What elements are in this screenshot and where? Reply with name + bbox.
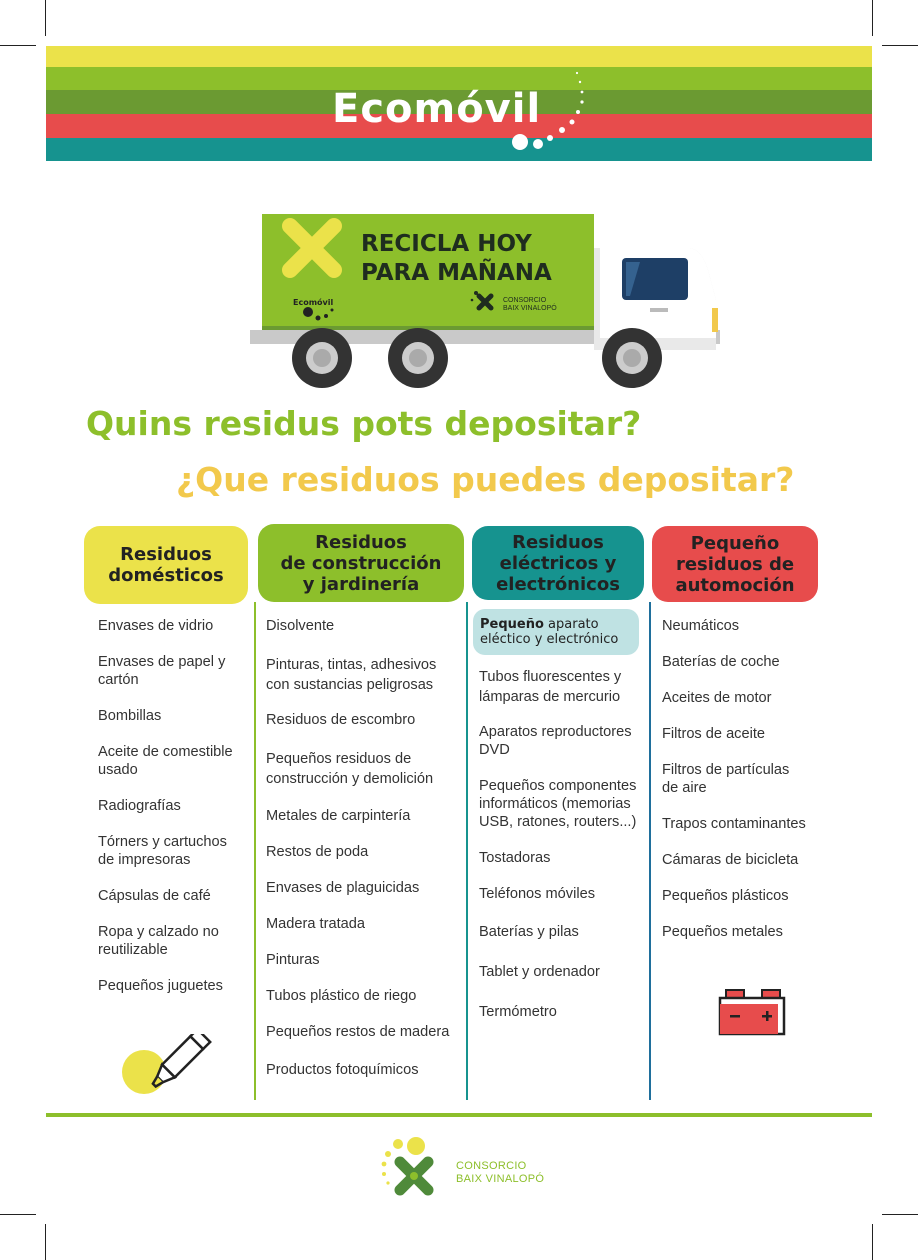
highlighter-icon	[120, 1034, 216, 1098]
list-item: Tablet y ordenador	[479, 964, 600, 980]
consortium-logo-icon	[376, 1134, 446, 1198]
list-item: Envases de vidrio	[98, 618, 214, 634]
list-item: Tórners y cartuchos de impresoras	[98, 834, 227, 868]
brand-logo: Ecomóvil	[332, 86, 542, 132]
crop-mark	[872, 0, 873, 36]
truck-slogan	[361, 230, 552, 288]
crop-mark	[882, 45, 918, 46]
list-item: Tubos fluorescentes y lámparas de mercurio	[479, 669, 622, 705]
list-item: Residuos de escombro	[266, 712, 416, 728]
truck-consortium-logo	[503, 297, 557, 313]
list-item: Envases de plaguicidas	[266, 880, 420, 896]
list-item: Envases de papel y cartón	[98, 654, 226, 688]
list-item: Pequeños juguetes	[98, 978, 223, 994]
header-automotive: Pequeño residuos de automoción	[652, 526, 818, 602]
crop-mark	[45, 1224, 46, 1260]
crop-mark	[0, 1214, 36, 1215]
list-item: Aparatos reproductores DVD	[479, 724, 632, 758]
stripe-teal	[46, 138, 872, 161]
list-item: Disolvente	[266, 618, 335, 634]
truck-slogan-line1: RECICLA HOY	[361, 231, 532, 257]
list-item: Pinturas, tintas, adhesivos con sustancias peligrosas	[266, 657, 437, 693]
divider-blue	[649, 602, 651, 1100]
highlight-rest: aparato	[543, 617, 599, 632]
list-item: Radiografías	[98, 798, 181, 814]
title-spanish: ¿Que residuos puedes depositar?	[176, 460, 795, 499]
crop-mark	[0, 45, 36, 46]
list-item: Madera tratada	[266, 916, 365, 932]
list-item: Metales de carpintería	[266, 808, 411, 824]
footer-divider	[46, 1113, 872, 1117]
battery-icon	[716, 988, 788, 1038]
list-item: Pinturas	[266, 952, 320, 968]
divider-teal	[466, 602, 468, 1100]
truck-consortium-line1: CONSORCIO	[503, 297, 547, 304]
list-item: Restos de poda	[266, 844, 369, 860]
list-item: Aceites de motor	[662, 690, 772, 706]
list-item: Aceite de comestible usado	[98, 744, 233, 778]
list-item: Pequeños residuos de construcción y demolición	[266, 751, 434, 787]
list-item: Pequeños restos de madera	[266, 1024, 450, 1040]
header-construction: Residuos de construcción y jardinería	[258, 524, 464, 602]
crop-mark	[872, 1224, 873, 1260]
title-valencian: Quins residus pots depositar?	[86, 404, 642, 443]
crop-mark	[882, 1214, 918, 1215]
list-item: Tostadoras	[479, 850, 551, 866]
crop-mark	[45, 0, 46, 36]
divider-green	[254, 602, 256, 1100]
truck-slogan-line2: PARA MAÑANA	[361, 260, 552, 286]
footer-line1: CONSORCIO	[456, 1160, 527, 1172]
list-item: Productos fotoquímicos	[266, 1062, 419, 1078]
list-item: Tubos plástico de riego	[266, 988, 417, 1004]
footer-consortium-name	[456, 1160, 544, 1186]
list-item: Filtros de partículas de aire	[662, 762, 790, 796]
highlight-line2: eléctico y electrónico	[480, 632, 619, 647]
header-domestic: Residuos domésticos	[84, 526, 248, 604]
list-item: Cápsulas de café	[98, 888, 211, 904]
stripe-yellow	[46, 46, 872, 67]
list-item: Pequeños plásticos	[662, 888, 789, 904]
list-item: Filtros de aceite	[662, 726, 766, 742]
list-item: Bombillas	[98, 708, 162, 724]
list-item: Teléfonos móviles	[479, 886, 595, 902]
footer-line2: BAIX VINALOPÓ	[456, 1173, 545, 1185]
list-item: Pequeños componentes informáticos (memorias USB, ratones, routers...)	[479, 778, 637, 830]
truck-ecomovil-logo: Ecomóvil	[293, 298, 334, 307]
logo-dots-icon	[500, 66, 600, 156]
list-item: Neumáticos	[662, 618, 740, 634]
list-item: Baterías de coche	[662, 654, 780, 670]
highlight-bold: Pequeño	[480, 617, 544, 632]
list-item: Baterías y pilas	[479, 924, 579, 940]
header-electronic: Residuos eléctricos y electrónicos	[472, 526, 644, 600]
list-item: Pequeños metales	[662, 924, 783, 940]
list-item: Termómetro	[479, 1004, 557, 1020]
highlight-text	[480, 617, 618, 647]
list-item: Ropa y calzado no reutilizable	[98, 924, 219, 958]
list-item: Cámaras de bicicleta	[662, 852, 799, 868]
list-item: Trapos contaminantes	[662, 816, 806, 832]
truck-consortium-line2: BAIX VINALOPÓ	[503, 305, 557, 312]
